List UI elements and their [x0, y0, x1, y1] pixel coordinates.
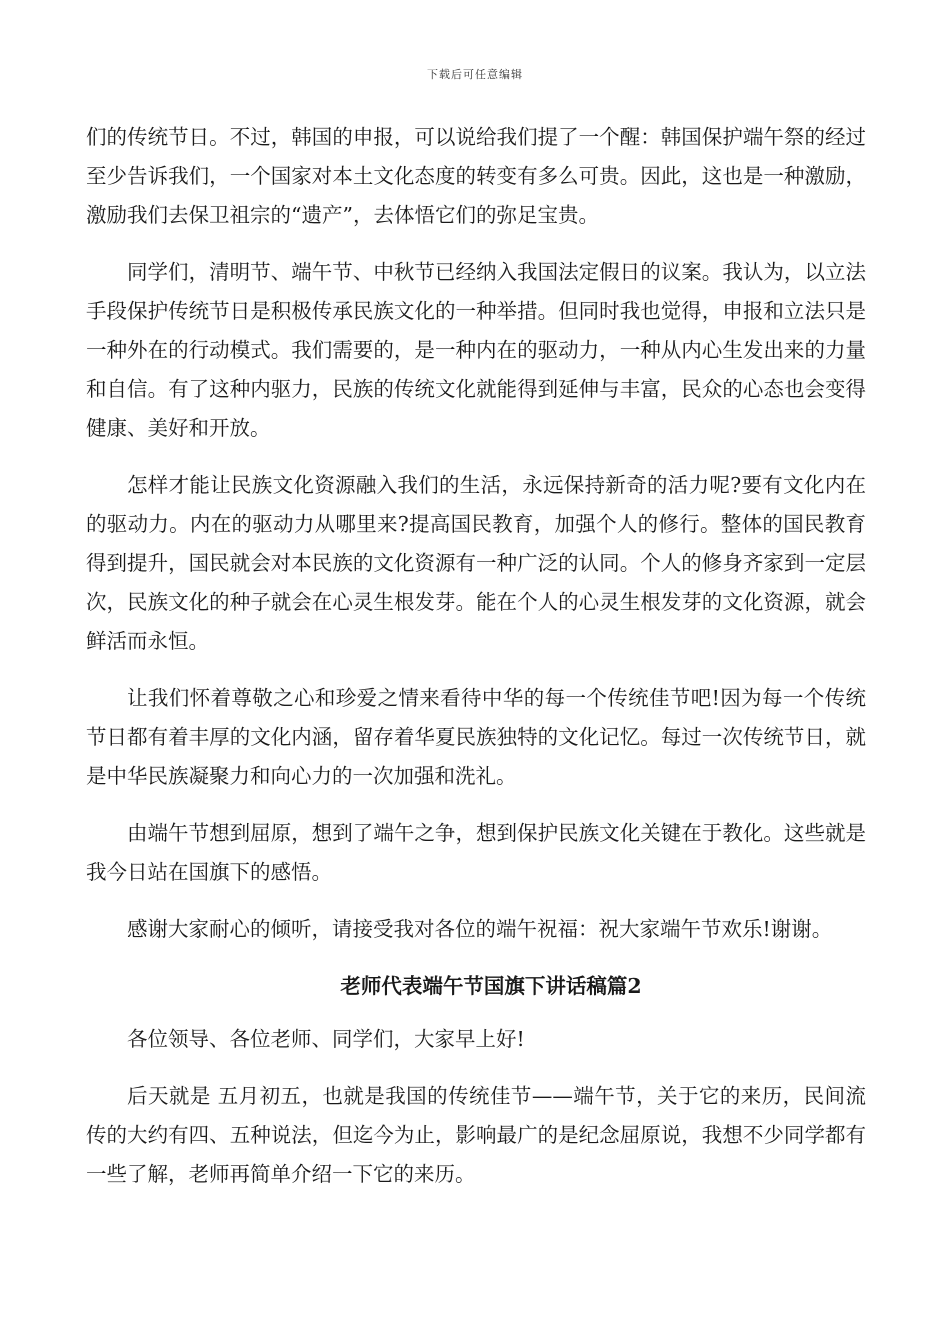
paragraph: 同学们，清明节、端午节、中秋节已经纳入我国法定假日的议案。我认为，以立法手段保护传统节日是积极传承民族文化的一种举措。但同时我也觉得，申报和立法只是一种外在的行动模式。我们需要的，是一种内在的驱动力，一种从内心生发出来的力量和自信。有了这种内驱力，民族的传统文化就能得到延伸与丰富，民众的心态也会变得健康、美好和开放。 — [86, 260, 866, 440]
paragraph: 让我们怀着尊敬之心和珍爱之情来看待中华的每一个传统佳节吧!因为每一个传统节日都有着丰厚的文化内涵，留存着华夏民族独特的文化记忆。每过一次传统节日，就是中华民族凝聚力和向心力的一次加强和洗礼。 — [86, 686, 866, 788]
document-body — [86, 118, 866, 1212]
paragraph: 后天就是 五月初五，也就是我国的传统佳节——端午节，关于它的来历，民间流传的大约有四、五种说法，但迄今为止，影响最广的是纪念屈原说，我想不少同学都有一些了解，老师再简单介绍一下它的来历。 — [86, 1084, 866, 1186]
header-note: 下载后可任意编辑 — [427, 68, 523, 81]
paragraph-continuation: 们的传统节日。不过，韩国的申报，可以说给我们提了一个醒：韩国保护端午祭的经过至少告诉我们，一个国家对本土文化态度的转变有多么可贵。因此，这也是一种激励，激励我们去保卫祖宗的“遗产”，去体悟它们的弥足宝贵。 — [86, 125, 866, 227]
paragraph: 由端午节想到屈原，想到了端午之争，想到保护民族文化关键在于教化。这些就是我今日站在国旗下的感悟。 — [86, 821, 866, 884]
greeting-paragraph: 各位领导、各位老师、同学们，大家早上好! — [127, 1027, 525, 1051]
section-title: 老师代表端午节国旗下讲话稿篇2 — [340, 974, 642, 998]
paragraph: 感谢大家耐心的倾听，请接受我对各位的端午祝福：祝大家端午节欢乐!谢谢。 — [127, 917, 833, 941]
paragraph: 怎样才能让民族文化资源融入我们的生活，永远保持新奇的活力呢?要有文化内在的驱动力。内在的驱动力从哪里来?提高国民教育，加强个人的修行。整体的国民教育得到提升，国民就会对本民族的文化资源有一种广泛的认同。个人的修身齐家到一定层次，民族文化的种子就会在心灵生根发芽。能在个人的心灵生根发芽的文化资源，就会鲜活而永恒。 — [86, 473, 866, 653]
